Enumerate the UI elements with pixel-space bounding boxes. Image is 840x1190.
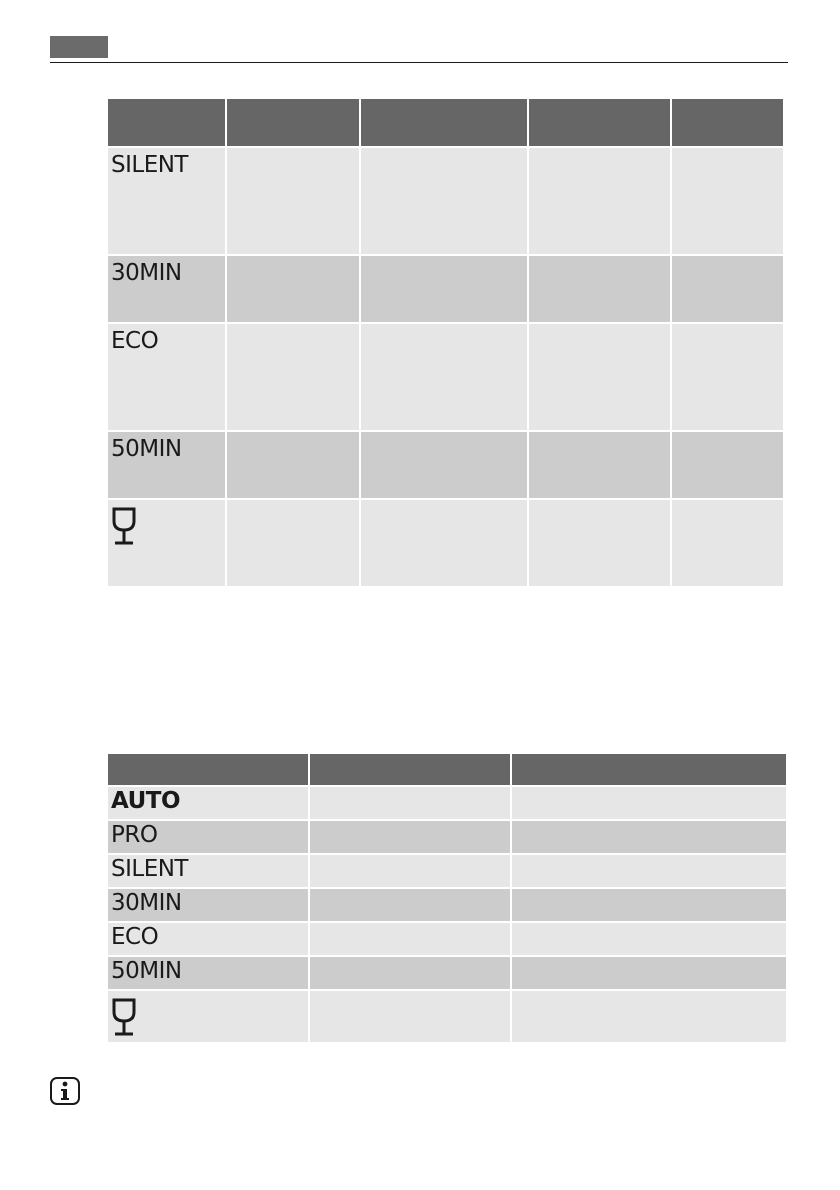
table-cell <box>310 821 510 853</box>
table-header-cell <box>672 99 783 146</box>
program-name: SILENT <box>108 855 308 887</box>
table-header-cell <box>529 99 670 146</box>
section-tab-marker <box>50 36 108 58</box>
table-cell <box>310 855 510 887</box>
info-glyph-icon <box>52 1079 78 1103</box>
table-cell <box>512 821 786 853</box>
table-row <box>108 148 783 254</box>
program-name: ECO <box>108 923 308 955</box>
table-cell <box>672 432 783 498</box>
table-cell <box>512 787 786 819</box>
table-row <box>108 923 786 955</box>
program-name: AUTO <box>108 787 308 819</box>
info-icon <box>50 1077 80 1105</box>
table-cell <box>529 500 670 586</box>
table-cell <box>310 787 510 819</box>
table-row <box>108 855 786 887</box>
table-cell <box>310 991 510 1042</box>
table-cell <box>672 500 783 586</box>
table-cell <box>227 148 359 254</box>
table-cell <box>529 432 670 498</box>
program-glass-cell <box>108 500 225 586</box>
table-cell <box>672 324 783 430</box>
table-cell <box>361 500 527 586</box>
table-cell <box>227 324 359 430</box>
program-name: 50MIN <box>108 432 225 498</box>
table-cell <box>512 889 786 921</box>
table-header-row <box>108 99 783 146</box>
table-header-cell <box>361 99 527 146</box>
table-row <box>108 324 783 430</box>
table-cell <box>512 957 786 989</box>
table-header-cell <box>310 754 510 785</box>
program-name: PRO <box>108 821 308 853</box>
header-rule <box>50 62 788 63</box>
glass-icon <box>111 506 137 546</box>
table-row <box>108 957 786 989</box>
table-cell <box>512 855 786 887</box>
table-row <box>108 889 786 921</box>
table-row <box>108 787 786 819</box>
program-table-2 <box>106 752 788 1044</box>
table-cell <box>361 324 527 430</box>
table-cell <box>529 256 670 322</box>
table-header-cell <box>227 99 359 146</box>
table-cell <box>310 889 510 921</box>
table-cell <box>310 957 510 989</box>
table-cell <box>227 500 359 586</box>
table-row <box>108 432 783 498</box>
table-cell <box>529 324 670 430</box>
table-cell <box>529 148 670 254</box>
table-row <box>108 256 783 322</box>
table-cell <box>227 256 359 322</box>
program-name: 30MIN <box>108 256 225 322</box>
program-name: 50MIN <box>108 957 308 989</box>
table-cell <box>672 148 783 254</box>
program-table-1 <box>106 97 785 588</box>
program-name: 30MIN <box>108 889 308 921</box>
table-cell <box>361 432 527 498</box>
table-row <box>108 821 786 853</box>
table-header-cell <box>108 754 308 785</box>
table-header-row <box>108 754 786 785</box>
table-header-cell <box>108 99 225 146</box>
table-row <box>108 991 786 1042</box>
program-name: ECO <box>108 324 225 430</box>
table-header-cell <box>512 754 786 785</box>
table-cell <box>361 148 527 254</box>
program-name: SILENT <box>108 148 225 254</box>
table-cell <box>227 432 359 498</box>
table-cell <box>310 923 510 955</box>
glass-icon <box>111 997 137 1037</box>
table-cell <box>361 256 527 322</box>
table-row <box>108 500 783 586</box>
program-glass-cell <box>108 991 308 1042</box>
table-cell <box>512 923 786 955</box>
table-cell <box>672 256 783 322</box>
table-cell <box>512 991 786 1042</box>
